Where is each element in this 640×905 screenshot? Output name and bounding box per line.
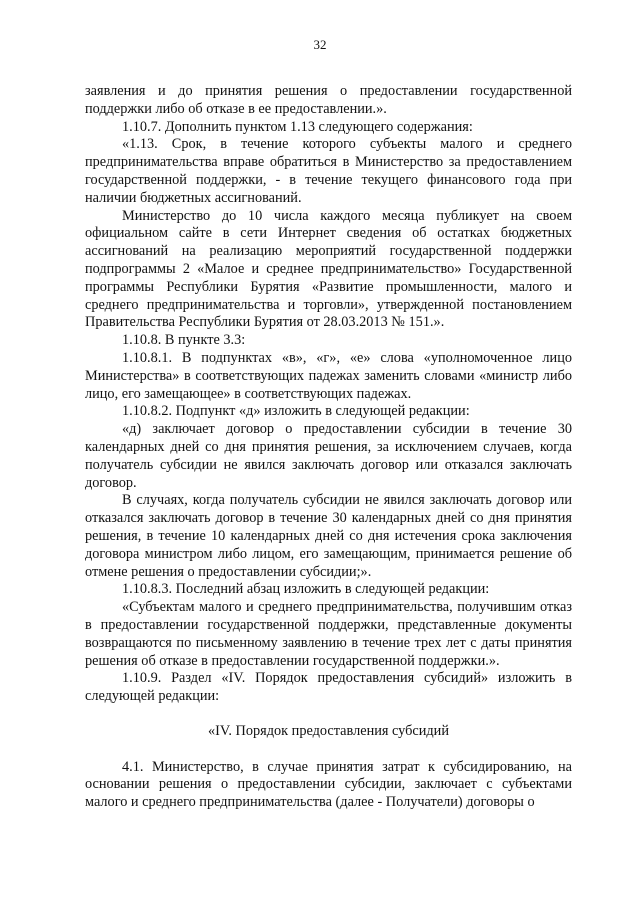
paragraph-amendment-1-10-8-3: 1.10.8.3. Последний абзац изложить в следующей редакции: bbox=[122, 581, 490, 598]
paragraph-continuation: заявления и до принятия решения о предоставлении государственной поддержки либо об отказе в ее предоставлении.». bbox=[85, 83, 572, 117]
paragraph-amendment-1-10-8-2: 1.10.8.2. Подпункт «д» изложить в следующей редакции: bbox=[122, 403, 470, 420]
paragraph-clause-1-13: «1.13. Срок, в течение которого субъекты малого и среднего предпринимательства вправе обратиться в Министерство за предоставлением государственной поддержки, - в течение текущего финансового года при наличии бюджетных ассигнований. bbox=[85, 136, 572, 206]
paragraph-amendment-1-10-8: 1.10.8. В пункте 3.3: bbox=[122, 332, 246, 349]
paragraph-refusal-cases: В случаях, когда получатель субсидии не явился заключать договор или отказался заключать договор в течение 30 календарных дней со дня принятия решения, в течение 10 календарных дней со дня истечения срока заключения договора министром либо лицом, его замещающим, принимается решение об отмене решения о предоставлении субсидии;». bbox=[85, 492, 572, 580]
page-number: 32 bbox=[313, 37, 327, 52]
paragraph-clause-4-1: 4.1. Министерство, в случае принятия затрат к субсидированию, на основании решения о предоставлении субсидии, заключает с субъектами малого и среднего предпринимательства (далее - Получатели) договоры о bbox=[85, 758, 572, 811]
paragraph-documents-return: «Субъектам малого и среднего предпринимательства, получившим отказ в предоставлении государственной поддержки, представленные документы возвращаются по письменному заявлению в течение трех лет с даты принятия решения об отказе в предоставлении государственной поддержки.». bbox=[85, 599, 572, 669]
paragraph-amendment-1-10-9: 1.10.9. Раздел «IV. Порядок предоставления субсидий» изложить в следующей редакции: bbox=[85, 670, 572, 705]
paragraph-ministry-publication: Министерство до 10 числа каждого месяца публикует на своем официальном сайте в сети Интернет сведения об остатках бюджетных ассигнований на реализацию мероприятий государственной поддержки подпрограммы 2 «Малое и среднее предпринимательство» Государственной программы Республики Бурятия «Развитие промышленности, малого и среднего предпринимательства и торговли», утвержденной постановлением Правительства Республики Бурятия от 28.03.2013 № 151.». bbox=[85, 207, 572, 331]
section-heading: «IV. Порядок предоставления субсидий bbox=[208, 722, 449, 739]
paragraph-amendment-1-10-7: 1.10.7. Дополнить пунктом 1.13 следующего содержания: bbox=[122, 118, 473, 135]
paragraph-amendment-1-10-8-1: 1.10.8.1. В подпунктах «в», «г», «е» слова «уполномоченное лицо Министерства» в соответствующих падежах заменить словами «министр либо лицо, его замещающее» в соответствующих падежах. bbox=[85, 349, 572, 402]
paragraph-subclause-d: «д) заключает договор о предоставлении субсидии в течение 30 календарных дней со дня принятия решения, за исключением случаев, когда получатель субсидии не явился заключать договор или отказался заключать договор. bbox=[85, 421, 572, 491]
document-body bbox=[85, 83, 572, 812]
